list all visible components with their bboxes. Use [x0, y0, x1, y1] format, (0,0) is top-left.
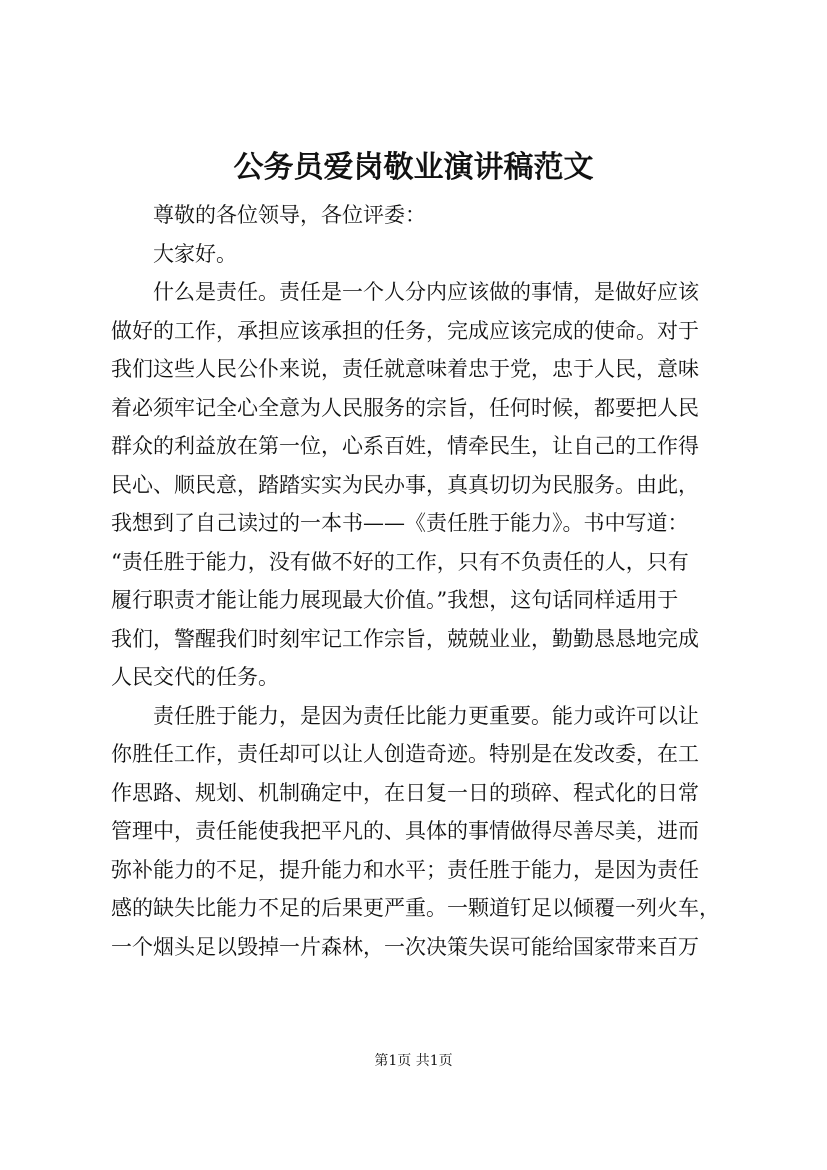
paragraph-line: 履行职责才能让能力展现最大价值。”我想，这句话同样适用于: [111, 588, 679, 612]
paragraph-line: 我们这些人民公仆来说，责任就意味着忠于党，忠于人民，意味: [111, 357, 699, 381]
paragraph-line: 群众的利益放在第一位，心系百姓，情牵民生，让自己的工作得: [111, 434, 699, 458]
greeting-line: 大家好。: [153, 241, 237, 266]
paragraph-line: 民心、顺民意，踏踏实实为民办事，真真切切为民服务。由此，: [111, 472, 699, 497]
paragraph-line: 我想到了自己读过的一本书——《责任胜于能力》。书中写道：: [111, 511, 689, 535]
paragraph-line: 弥补能力的不足，提升能力和水平；责任胜于能力，是因为责任: [111, 857, 699, 882]
paragraph-line: 责任胜于能力，是因为责任比能力更重要。能力或许可以让: [153, 703, 699, 728]
paragraph-line: 一个烟头足以毁掉一片森林，一次决策失误可能给国家带来百万: [111, 934, 699, 959]
paragraph-line: 感的缺失比能力不足的后果更严重。一颗道钉足以倾覆一列火车，: [111, 896, 720, 920]
paragraph-line: 什么是责任。责任是一个人分内应该做的事情，是做好应该: [153, 280, 699, 304]
paragraph-line: 着必须牢记全心全意为人民服务的宗旨，任何时候，都要把人民: [111, 395, 699, 420]
paragraph-line: 管理中，责任能使我把平凡的、具体的事情做得尽善尽美，进而: [111, 819, 699, 843]
page-number-footer: 第1页 共1页: [374, 1053, 453, 1069]
paragraph-line: 作思路、规划、机制确定中，在日复一日的琐碎、程式化的日常: [111, 780, 699, 805]
paragraph-line: “责任胜于能力，没有做不好的工作，只有不负责任的人，只有: [111, 549, 689, 574]
paragraph-line: 你胜任工作，责任却可以让人创造奇迹。特别是在发改委，在工: [111, 742, 699, 766]
paragraph-line: 做好的工作，承担应该承担的任务，完成应该完成的使命。对于: [111, 318, 699, 343]
document-title: 公务员爱岗敬业演讲稿范文: [233, 150, 594, 185]
document-body: [111, 196, 727, 966]
paragraph-line: 人民交代的任务。: [111, 665, 279, 689]
salutation-line: 尊敬的各位领导，各位评委：: [153, 203, 426, 227]
paragraph-line: 我们，警醒我们时刻牢记工作宗旨，兢兢业业，勤勤恳恳地完成: [111, 626, 699, 651]
